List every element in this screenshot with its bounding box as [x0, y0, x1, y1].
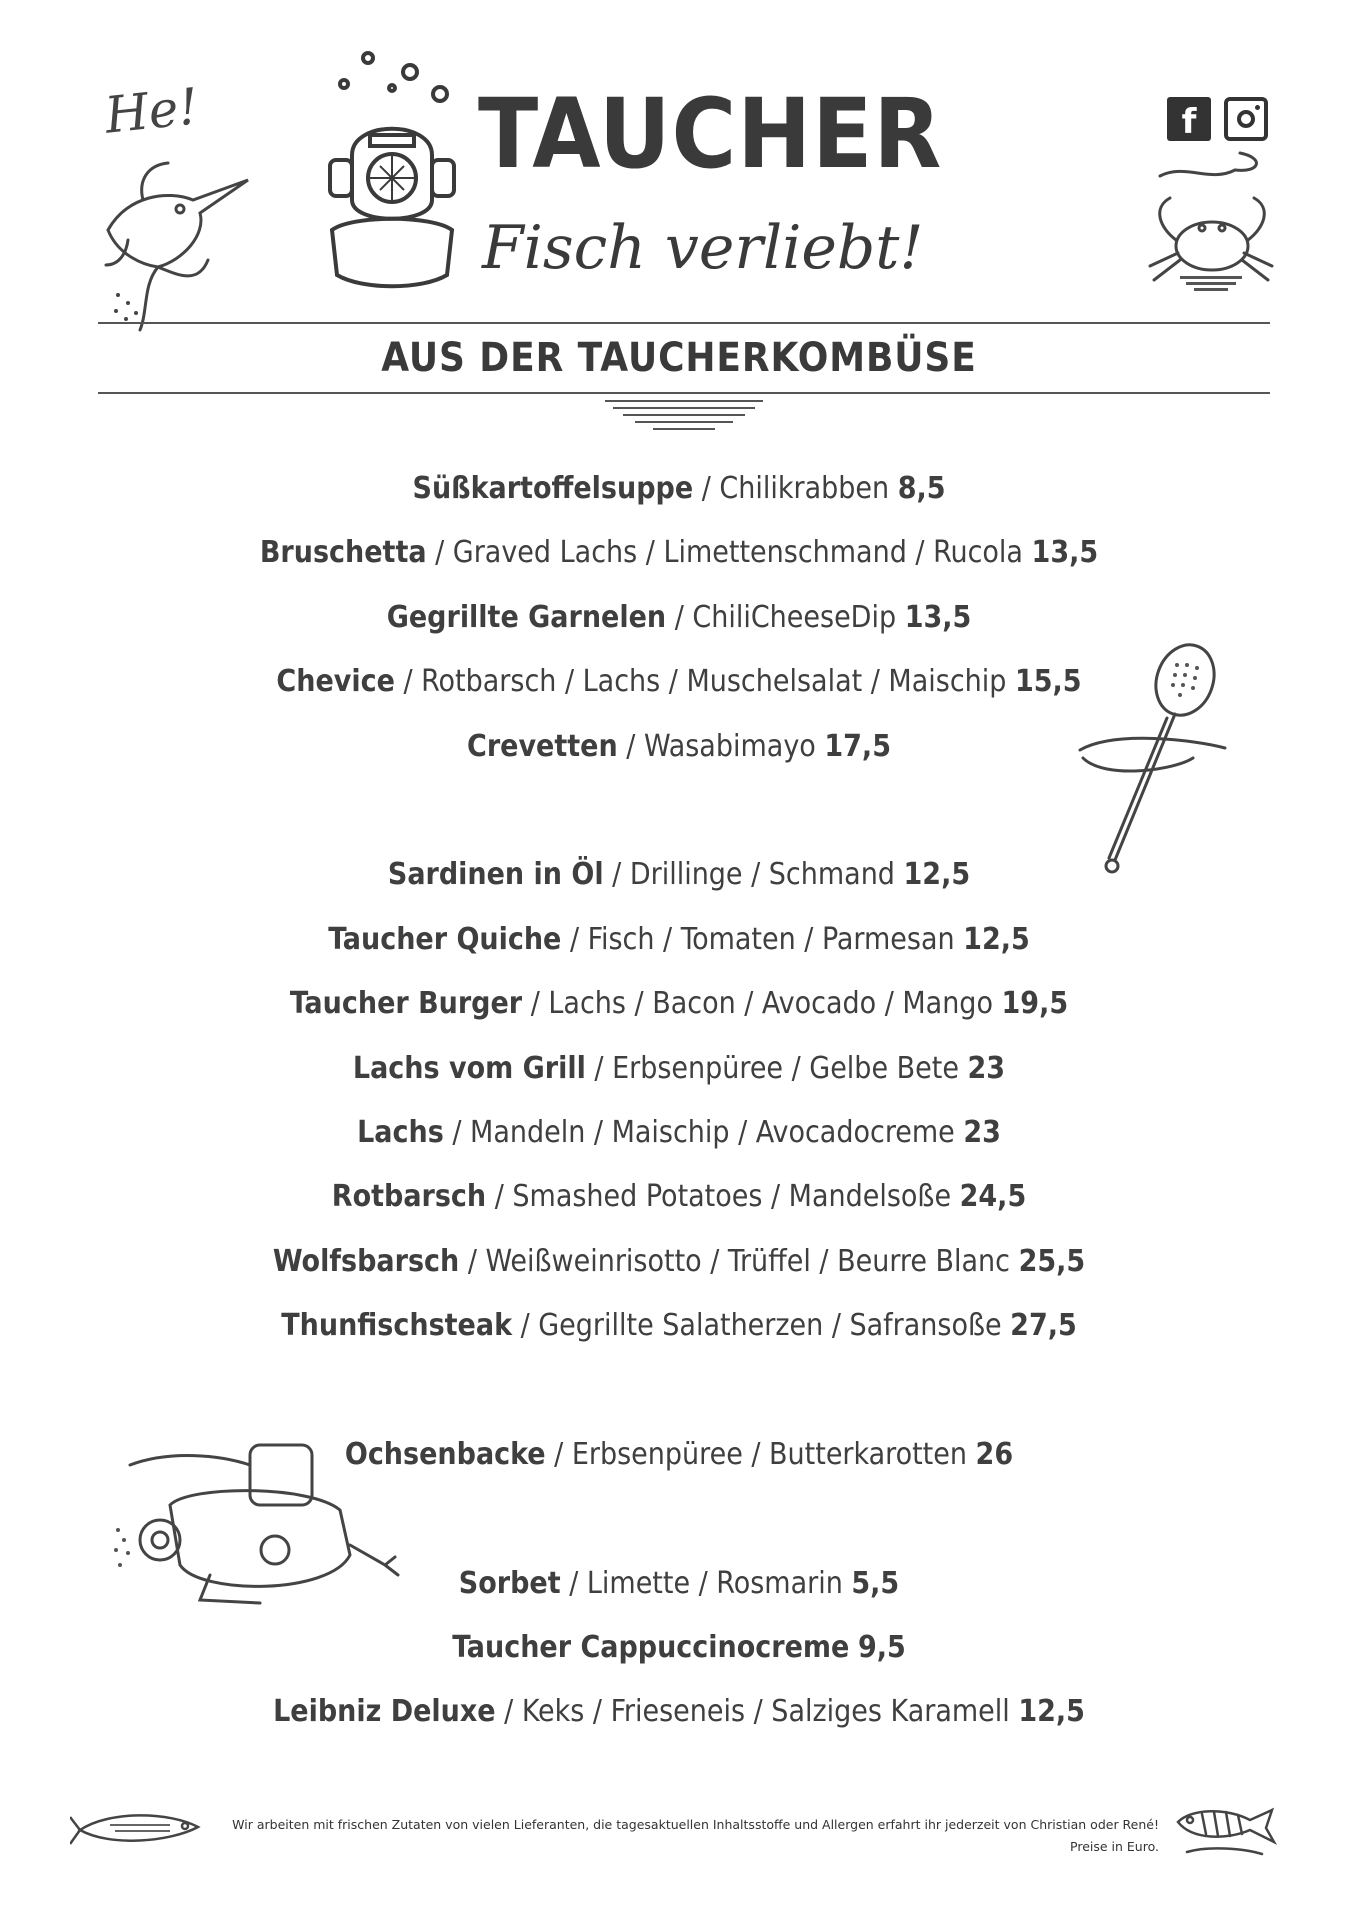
- menu-item: Rotbarsch / Smashed Potatoes / Mandelsoße 24,5: [331, 1179, 1027, 1215]
- menu-item: Lachs vom Grill / Erbsenpüree / Gelbe Bete 23: [352, 1050, 1006, 1086]
- greeting-script: He!: [102, 77, 202, 145]
- menu-item: Sorbet / Limette / Rosmarin 5,5: [458, 1565, 900, 1601]
- brand-tagline: Fisch verliebt!: [482, 213, 924, 283]
- brand-title: TAUCHER: [478, 78, 943, 190]
- menu-item: Bruschetta / Graved Lachs / Limettenschmand / Rucola 13,5: [259, 535, 1099, 571]
- menu-item: Crevetten / Wasabimayo 17,5: [467, 728, 891, 764]
- skimmer-ladle-illustration: [1075, 640, 1230, 880]
- menu-item: Sardinen in Öl / Drillinge / Schmand 12,5: [387, 857, 971, 893]
- fish-illustration: [70, 1802, 205, 1852]
- halftone-ornament: [605, 398, 763, 432]
- instagram-icon[interactable]: [1224, 97, 1268, 141]
- menu-item: Leibniz Deluxe / Keks / Frieseneis / Salziges Karamell 12,5: [273, 1694, 1085, 1730]
- menu-item: Wolfsbarsch / Weißweinrisotto / Trüffel / Beurre Blanc 25,5: [272, 1243, 1086, 1279]
- swordfish-illustration: [88, 145, 258, 335]
- menu-item: Thunfischsteak / Gegrillte Salatherzen / Safransoße 27,5: [281, 1308, 1077, 1344]
- menu-item: Chevice / Rotbarsch / Lachs / Muschelsalat / Maischip 15,5: [276, 664, 1082, 700]
- menu-item: Ochsenbacke / Erbsenpüree / Butterkarotten 26: [344, 1436, 1014, 1472]
- submarine-illustration: [110, 1425, 400, 1615]
- menu-item: Taucher Burger / Lachs / Bacon / Avocado / Mango 19,5: [289, 986, 1069, 1022]
- footer-note: Wir arbeiten mit frischen Zutaten von vielen Lieferanten, die tagesaktuellen Inhaltsstoffe und Allergen erfahrt ihr jederzeit von Christian oder René!: [232, 1817, 1159, 1832]
- header-divider-bottom: [98, 392, 1270, 394]
- menu-item: Taucher Quiche / Fisch / Tomaten / Parmesan 12,5: [328, 921, 1030, 957]
- crab-illustration: [1140, 148, 1282, 298]
- menu-item: Gegrillte Garnelen / ChiliCheeseDip 13,5: [386, 599, 972, 635]
- facebook-icon[interactable]: f: [1167, 97, 1211, 141]
- menu-item: Lachs / Mandeln / Maischip / Avocadocreme 23: [357, 1114, 1001, 1150]
- section-heading: AUS DER TAUCHERKOMBÜSE: [381, 335, 977, 381]
- diver-helmet-illustration: [322, 50, 462, 295]
- menu-item: Süßkartoffelsuppe / Chilikrabben 8,5: [412, 471, 946, 506]
- fish-skeleton-illustration: [1172, 1790, 1277, 1858]
- header-divider-top: [98, 322, 1270, 324]
- price-note: Preise in Euro.: [1070, 1839, 1159, 1854]
- menu-item: Taucher Cappuccinocreme 9,5: [452, 1630, 906, 1666]
